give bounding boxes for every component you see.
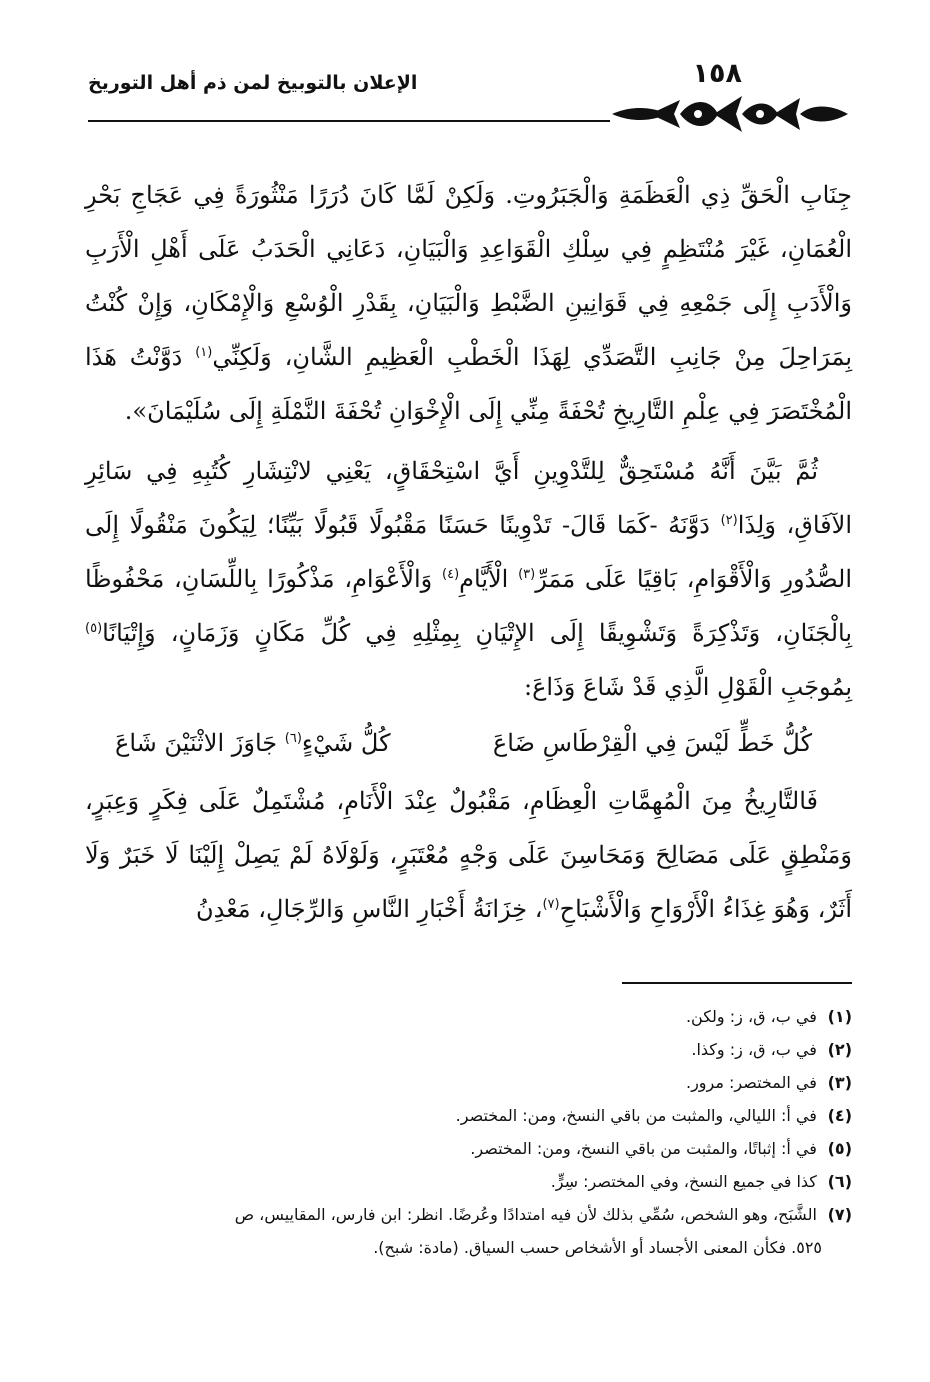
footnote-number: (٢)	[827, 1040, 852, 1059]
paragraph-2-part-b: دَوَّنَهُ -كَمَا قَالَ- تَدْوِينًا حَسَنًا مَقْبُولًا قَبُولًا بَيِّنًا؛ لِيَكُونَ مَنْقُولًا إِلَى الصُّدُورِ وَالْأَقْوَامِ، بَاقِيًا عَلَى مَمَرِّ	[85, 511, 853, 593]
footnote-5	[85, 1132, 852, 1165]
footnote-1	[85, 1000, 852, 1033]
poem-verse	[85, 716, 852, 770]
footnote-ref-4[interactable]: (٤)	[442, 567, 460, 582]
footnote-text: في ب، ق، ز: وكذا.	[691, 1040, 817, 1059]
running-title: الإعلان بالتوبيخ لمن ذم أهل التوريخ	[88, 72, 418, 94]
paragraph-2-part-d: وَالْأَعْوَامِ، مَذْكُورًا بِاللِّسَانِ، مَحْفُوظًا بِالْجَنَانِ، وَتَذْكِرَةً وَتَشْوِيقًا إِلَى الإِتْيَانِ بِمِثْلِهِ فِي كُلِّ مَكَانٍ وَزَمَانٍ، وَإِتْيَانًا	[85, 565, 852, 647]
page-header	[88, 58, 850, 128]
paragraph-2-part-c: الْأَيَّامِ	[459, 565, 519, 593]
poem-hemistich-2	[115, 716, 391, 770]
footnote-text: في ب، ق، ز: ولكن.	[685, 1007, 817, 1026]
footnote-2	[85, 1033, 852, 1066]
footnote-7	[85, 1198, 852, 1231]
footnote-ref-2[interactable]: (٢)	[720, 513, 738, 528]
footnote-text: في المختصر: مرور.	[685, 1073, 817, 1092]
paragraph-2-part-a: ثُمَّ بَيَّنَ أَنَّهُ مُسْتَحِقٌّ لِلتَّدْوِينِ أَيَّ اسْتِحْقَاقٍ، يَعْنِي لانْتِشَارِ كُتُبِهِ فِي سَائِرِ الآفَاقِ، وَلِذَا	[85, 457, 852, 539]
paragraph-3-part-a: فَالتَّارِيخُ مِنَ الْمُهِمَّاتِ الْعِظَامِ، مَقْبُولٌ عِنْدَ الْأَنَامِ، مُشْتَمِلٌ عَلَى فِكَرٍ وَعِبَرٍ، وَمَنْطِقٍ عَلَى مَصَالِحَ وَمَحَاسِنَ عَلَى وَجْهٍ مُعْتَبَرٍ، وَلَوْلَاهُ لَمْ يَصِلْ إِلَيْنَا لَا خَبَرٌ وَلَا أَثَرٌ، وَهُوَ غِذَاءُ الْأَرْوَاحِ وَالْأَشْبَاحِ	[85, 787, 852, 923]
footnote-number: (٥)	[827, 1139, 852, 1158]
footnote-number: (٤)	[827, 1106, 852, 1125]
footnote-text: في أ: الليالي، والمثبت من باقي النسخ، ومن: المختصر.	[455, 1106, 817, 1125]
footnote-separator	[622, 982, 852, 984]
footnote-ref-1[interactable]: (١)	[195, 345, 213, 360]
footnote-ref-3[interactable]: (٣)	[518, 567, 536, 582]
paragraph-1	[85, 168, 852, 438]
footnote-6	[85, 1165, 852, 1198]
poem-hemistich-1: كُلُّ خَطٍّ لَيْسَ فِي الْقِرْطَاسِ ضَاعَ	[492, 729, 812, 757]
footnote-ref-7[interactable]: (٧)	[542, 897, 560, 912]
main-text	[85, 168, 852, 936]
footnote-text: كذا في جميع النسخ، وفي المختصر: سِرٍّ.	[550, 1172, 817, 1191]
footnote-number: (٦)	[827, 1172, 852, 1191]
poem-hemistich-2-part-b: جَاوَزَ الاثْنَيْنَ شَاعَ	[115, 729, 285, 757]
header-ornament-icon	[610, 92, 850, 136]
header-rule	[88, 120, 610, 122]
footnote-text: في أ: إثباتًا، والمثبت من باقي النسخ، ومن: المختصر.	[470, 1139, 817, 1158]
paragraph-2	[85, 444, 852, 714]
poem-hemistich-2-part-a: كُلُّ شَيْءٍ	[301, 729, 391, 757]
paragraph-3-part-b: ، خِزَانَةُ أَخْبَارِ النَّاسِ وَالرِّجَالِ، مَعْدِنُ	[195, 895, 543, 923]
footnote-number: (٧)	[827, 1205, 852, 1224]
paragraph-1-text: جِنَابِ الْحَقِّ ذِي الْعَظَمَةِ وَالْجَبَرُوتِ. وَلَكِنْ لَمَّا كَانَ دُرَرًا مَنْثُورَةً فِي عَجَاجِ بَحْرِ الْعُمَانِ، غَيْرَ مُنْتَظِمٍ فِي سِلْكِ الْقَوَاعِدِ وَالْبَيَانِ، دَعَانِي الْحَدَبُ عَلَى أَهْلِ الْأَرَبِ وَالْأَدَبِ إِلَى جَمْعِهِ فِي قَوَانِينِ الضَّبْطِ وَالْبَيَانِ، بِقَدْرِ الْوُسْعِ وَالْإِمْكَانِ، وَإِنْ كُنْتُ بِمَرَاحِلَ مِنْ جَانِبِ التَّصَدِّي لِهَذَا الْخَطْبِ الْعَظِيمِ الشَّانِ، وَلَكِنِّي	[85, 181, 853, 371]
paragraph-1-end: دَوَّنْتُ هَذَا الْمُخْتَصَرَ فِي عِلْمِ التَّارِيخِ تُحْفَةً مِنِّي إِلَى الْإِخْوَانِ تُحْفَةَ النَّمْلَةِ إِلَى سُلَيْمَانَ».	[85, 343, 852, 425]
footnote-number: (٣)	[827, 1073, 852, 1092]
footnote-3	[85, 1066, 852, 1099]
footnote-4	[85, 1099, 852, 1132]
paragraph-2-part-e: بِمُوجَبِ الْقَوْلِ الَّذِي قَدْ شَاعَ وَذَاعَ:	[524, 673, 852, 701]
paragraph-3	[85, 774, 852, 936]
footnote-7-continuation: ٥٢٥. فكأن المعنى الأجساد أو الأشخاص حسب السياق. (مادة: شبح).	[373, 1238, 822, 1257]
footnote-ref-5[interactable]: (٥)	[85, 621, 103, 636]
footnote-text: الشَّبَح، وهو الشخص، سُمِّي بذلك لأن فيه امتدادًا وعُرضًا. انظر: ابن فارس، المقاييس، ص	[234, 1205, 817, 1224]
footnotes	[85, 1000, 852, 1264]
footnote-number: (١)	[827, 1007, 852, 1026]
footnote-ref-6[interactable]: (٦)	[284, 731, 302, 746]
page-number: ١٥٨	[692, 58, 742, 89]
